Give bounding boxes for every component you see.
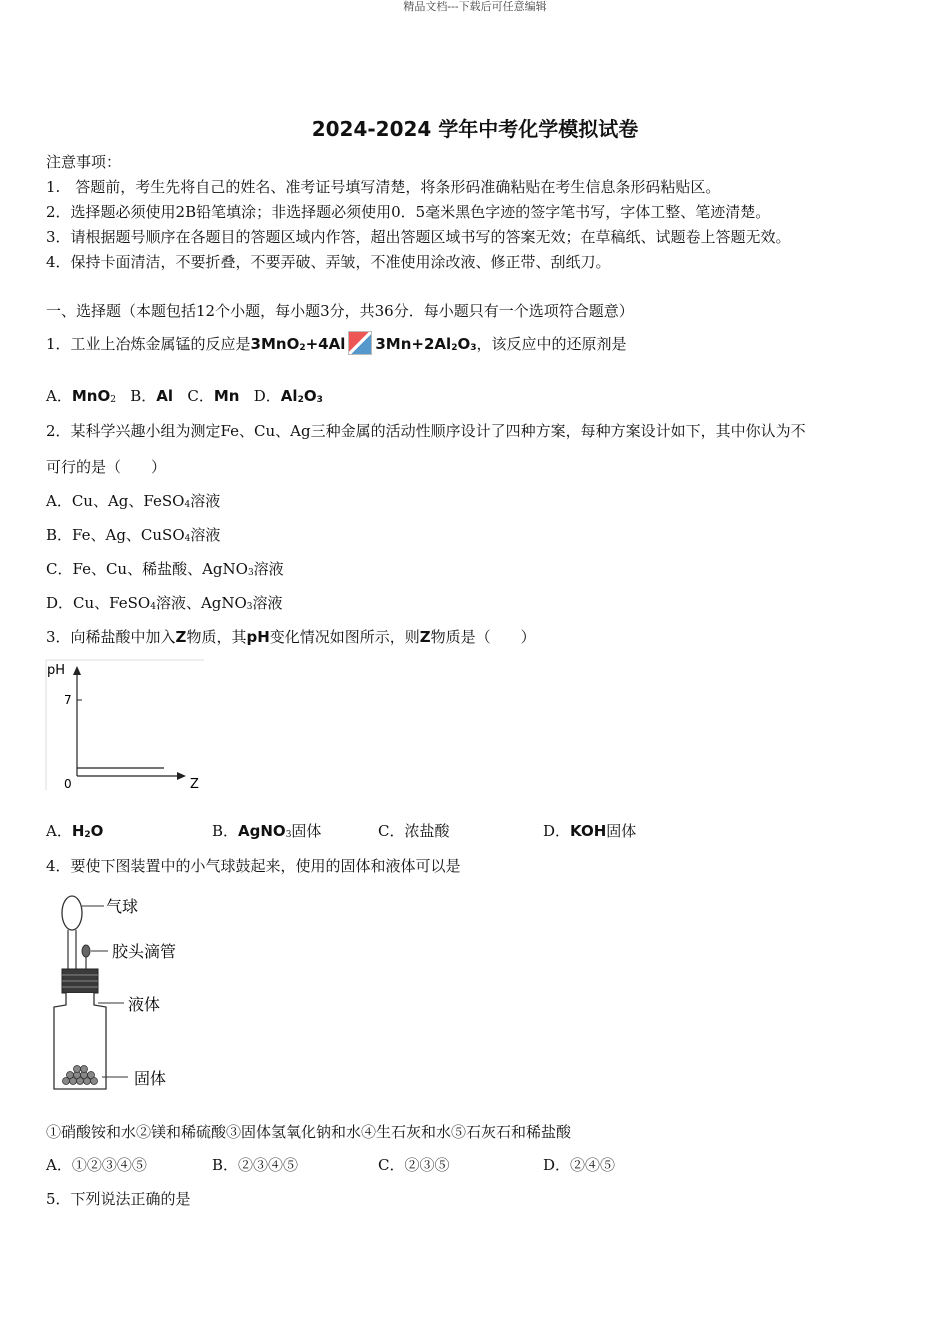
question-4-option-d: D．②④⑤ [543,1156,616,1174]
label-balloon: 气球 [106,897,139,916]
question-3: 3．向稀盐酸中加入Z物质，其pH变化情况如图所示，则Z物质是（ ） [46,628,536,646]
label-dropper: 胶头滴管 [112,942,177,961]
label-solid: 固体 [134,1069,167,1088]
question-2-option-c: C．Fe、Cu、稀盐酸、AgNO$_3$溶液 [46,560,284,578]
origin-label: 0 [64,777,72,791]
notice-item: 4．保持卡面清洁，不要折叠，不要弄破、弄皱，不准使用涂改液、修正带、刮纸刀。 [46,253,611,271]
question-2-option-a: A．Cu、Ag、FeSO$_4$溶液 [46,492,221,510]
header-note: 精品文档---下载后可任意编辑 [403,0,547,13]
notice-heading: 注意事项： [46,153,122,171]
question-1-options: A．MnO$_2$ B．Al C．Mn D．$Al_2O_3$ [46,387,323,405]
apparatus-diagram [46,893,206,1098]
y-axis-label: pH [47,663,66,678]
question-1: 1．工业上冶炼金属锰的反应是3MnO$_2$+4Al $3Mn+2Al_2O_3$，该反应中的还原剂是 [46,331,627,358]
label-liquid: 液体 [128,995,161,1014]
question-2-option-b: B．Fe、Ag、CuSO$_4$溶液 [46,526,221,544]
question-2-option-d: D．Cu、FeSO$_4$溶液、AgNO$_3$溶液 [46,594,283,612]
section-heading: 一、选择题（本题包括12个小题，每小题3分，共36分．每小题只有一个选项符合题意） [46,302,634,320]
question-4: 4．要使下图装置中的小气球鼓起来，使用的固体和液体可以是 [46,857,461,875]
question-3-option-b: B．AgNO$_3$固体 [212,822,322,840]
question-3-option-d: D．KOH固体 [543,822,637,840]
question-3-option-c: C．浓盐酸 [378,822,450,840]
notice-item: 3．请根据题号顺序在各题目的答题区域内作答，超出答题区域书写的答案无效；在草稿纸、试题卷上答题无效。 [46,228,791,246]
question-2: 2．某科学兴趣小组为测定Fe、Cu、Ag三种金属的活动性顺序设计了四种方案，每种方案设计如下，其中你认为不 [46,422,806,440]
question-5: 5．下列说法正确的是 [46,1190,191,1208]
question-4-list: ①硝酸铵和水②镁和稀硫酸③固体氢氧化钠和水④生石灰和水⑤石灰石和稀盐酸 [46,1123,572,1141]
question-3-option-a: A．$H_2O$ [46,822,104,840]
balloon-shape [62,896,82,930]
dropper-bulb [82,945,90,957]
notice-item: 1. 答题前，考生先将自己的姓名、准考证号填写清楚，将条形码准确粘贴在考生信息条形码粘贴区。 [46,178,721,196]
question-4-option-c: C．②③⑤ [378,1156,450,1174]
page-title: 2024-2024 学年中考化学模拟试卷 [311,117,639,141]
question-4-option-a: A．①②③④⑤ [46,1156,147,1174]
ph-graph [44,658,209,798]
y-tick-label: 7 [64,693,72,707]
broken-image-icon [348,331,372,355]
x-axis-label: Z [190,777,199,792]
question-4-option-b: B．②③④⑤ [212,1156,299,1174]
notice-item: 2．选择题必须使用2B铅笔填涂；非选择题必须使用0．5毫米黑色字迹的签字笔书写，字体工整、笔迹清楚。 [46,203,771,221]
question-2-cont: 可行的是（ ） [46,458,167,476]
